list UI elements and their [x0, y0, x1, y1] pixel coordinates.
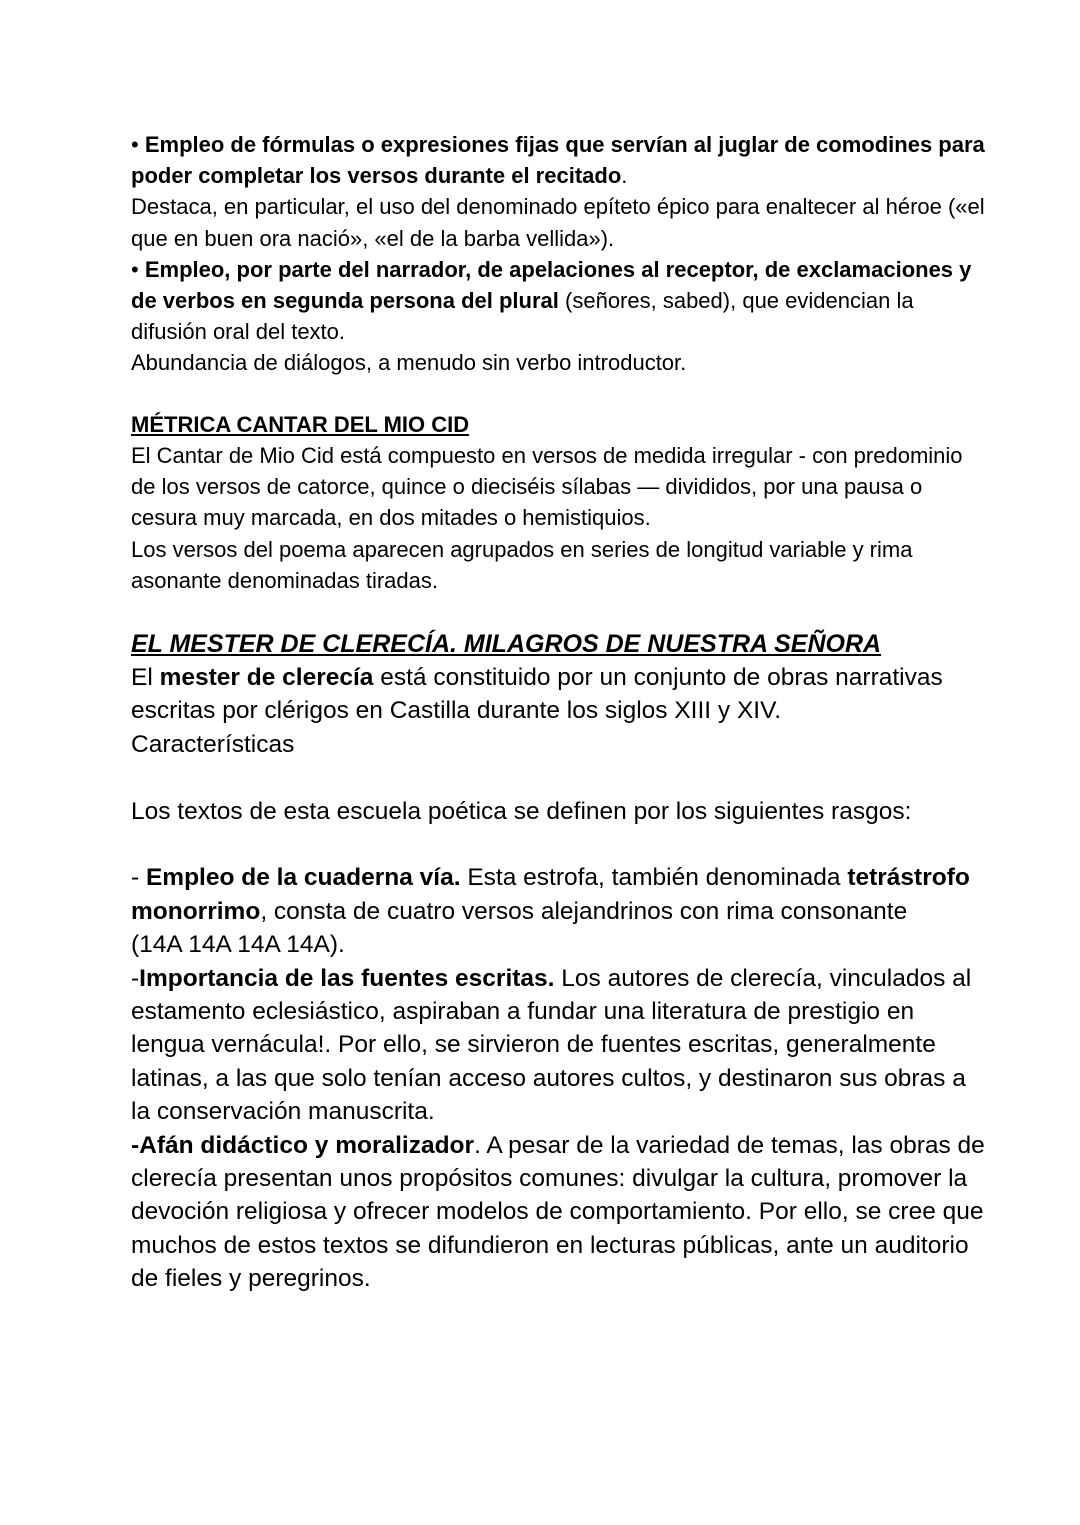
blank-line	[131, 761, 991, 794]
section-juglaria-features	[131, 129, 991, 379]
feature-fuentes-escritas: -Importancia de las fuentes escritas. Los autores de clerecía, vinculados al estamento eclesiástico, aspiraban a fundar una literatura de prestigio en lengua vernácula!. Por ello, se sirvieron de fuentes escritas, generalmente latinas, a las que solo tenían acceso autores cultos, y destinaron sus obras a la conservación manuscrita.	[131, 964, 972, 1126]
feature-dialogues: Abundancia de diálogos, a menudo sin verbo introductor.	[131, 350, 687, 376]
feature-appeals-bold: Empleo, por parte del narrador, de apelaciones al receptor, de exclamaciones y de verbos en segunda persona del plural	[131, 256, 972, 314]
feature-formulas-bold: Empleo de fórmulas o expresiones fijas que servían al juglar de comodines para poder completar los versos durante el recitado	[131, 132, 985, 189]
metrica-paragraph-1: El Cantar de Mio Cid está compuesto en versos de medida irregular - con predominio de los versos de catorce, quince o dieciséis sílabas — divididos, por una pausa o cesura muy marcada, en dos mitades o hemistiquios.	[131, 443, 963, 531]
section-metrica	[131, 409, 991, 596]
feature-epithet: Destaca, en particular, el uso del denominado epíteto épico para enaltecer al héroe («el que en buen ora nació», «el de la barba vellida»).	[131, 194, 985, 251]
clerecia-lead: Los textos de esta escuela poética se definen por los siguientes rasgos:	[131, 797, 912, 825]
tetrastrofo-bold: tetrástrofo monorrimo	[131, 864, 970, 925]
clerecia-heading: EL MESTER DE CLERECÍA. MILAGROS DE NUESTRA SEÑORA	[131, 630, 882, 658]
feature-cuaderna-via: - Empleo de la cuaderna vía. Esta estrofa, también denominada tetrástrofo monorrimo, consta de cuatro versos alejandrinos con rima consonante	[131, 864, 970, 925]
feature-formulas: • Empleo de fórmulas o expresiones fijas que servían al juglar de comodines para poder completar los versos durante el recitado.	[131, 132, 985, 189]
metrica-paragraph-2: Los versos del poema aparecen agrupados en series de longitud variable y rima asonante denominadas tiradas.	[131, 536, 913, 593]
clerecia-subtitle: Características	[131, 730, 295, 758]
cuaderna-via-bold: Empleo de la cuaderna vía.	[145, 864, 461, 892]
blank-line	[131, 828, 991, 861]
clerecia-intro-bold: mester de clerecía	[159, 664, 374, 691]
afan-didactico-bold: -Afán didáctico y moralizador	[131, 1131, 475, 1159]
feature-appeals: • Empleo, por parte del narrador, de apelaciones al receptor, de exclamaciones y de verbos en segunda persona del plural (señores, sabed), que evidencian la difusión oral del texto.	[131, 256, 972, 345]
fuentes-escritas-bold: Importancia de las fuentes escritas.	[139, 964, 555, 992]
section-mester-clerecia	[131, 627, 991, 1296]
feature-afan-didactico: -Afán didáctico y moralizador. A pesar de la variedad de temas, las obras de clerecía presentan unos propósitos comunes: divulgar la cultura, promover la devoción religiosa y ofrecer modelos de comportamiento. Por ello, se cree que muchos de estos textos se difundieron en lecturas públicas, ante un auditorio de fieles y peregrinos.	[131, 1131, 985, 1293]
metrica-heading: MÉTRICA CANTAR DEL MIO CID	[131, 412, 470, 437]
clerecia-intro: El mester de clerecía está constituido por un conjunto de obras narrativas escritas por clérigos en Castilla durante los siglos XIII y XIV.	[131, 664, 943, 725]
cuaderna-via-formula: (14A 14A 14A 14A).	[131, 931, 345, 959]
